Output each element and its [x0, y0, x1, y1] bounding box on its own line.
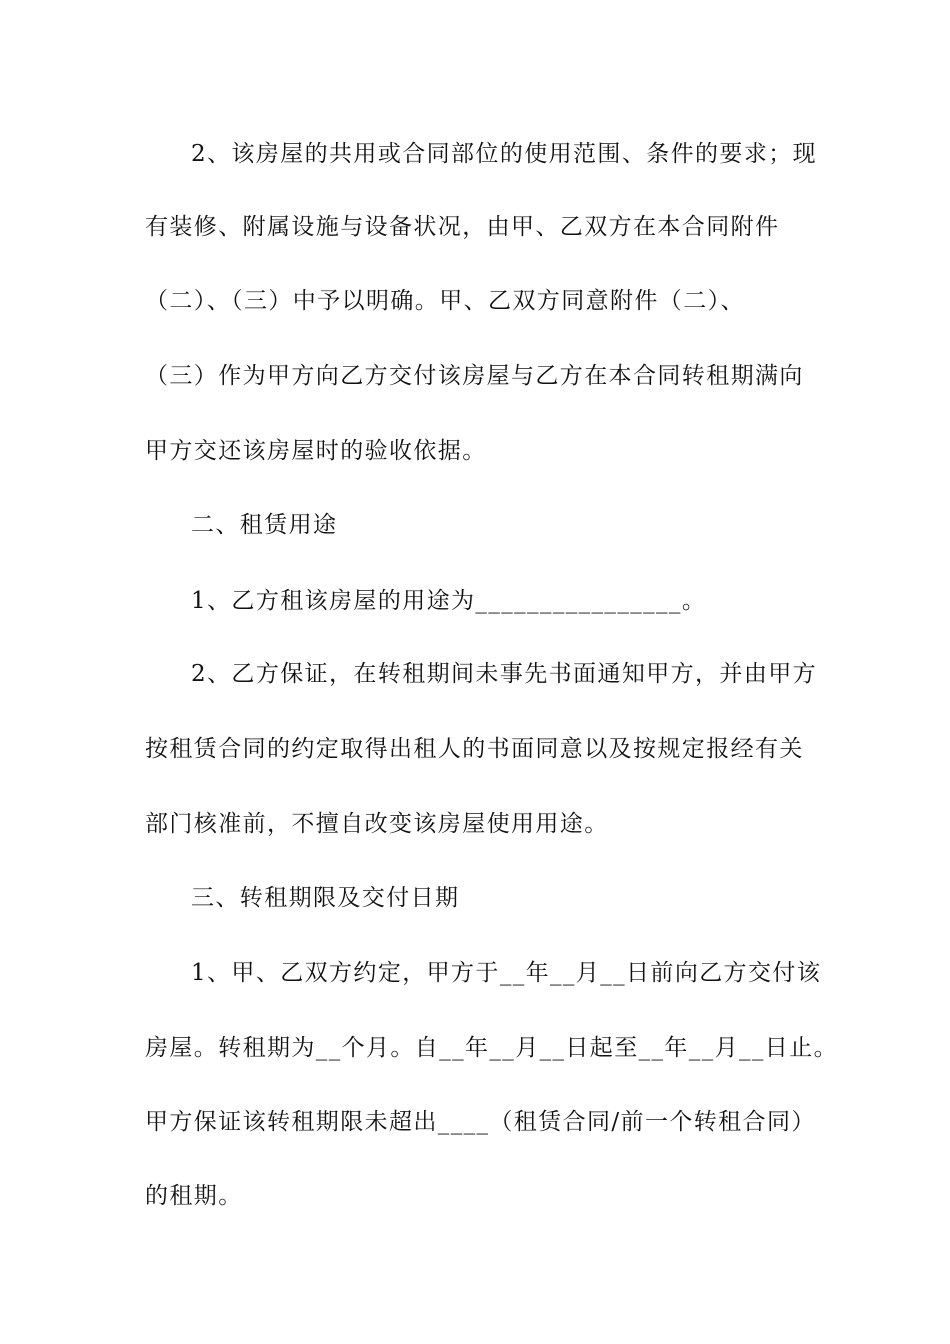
paragraph-line: 部门核准前，不擅自改变该房屋使用用途。	[145, 811, 609, 837]
paragraph-line: 的租期。	[145, 1183, 243, 1209]
section-heading: 二、租赁用途	[191, 512, 338, 538]
paragraph-line: 甲方交还该房屋时的验收依据。	[145, 438, 487, 464]
paragraph-line: （二）、（三）中予以明确。甲、乙双方同意附件（二）、	[145, 288, 745, 314]
section-heading: 三、转租期限及交付日期	[191, 885, 460, 911]
paragraph-line: 甲方保证该转租期限未超出____（租赁合同/前一个转租合同）	[145, 1109, 816, 1135]
paragraph-line: 房屋。转租期为__个月。自__年__月__日起至__年__月__日止。	[145, 1035, 838, 1061]
paragraph-line: 1、乙方租该房屋的用途为________________。	[191, 588, 707, 614]
paragraph-line: 按租赁合同的约定取得出租人的书面同意以及按规定报经有关	[145, 736, 804, 762]
paragraph-line: （三）作为甲方向乙方交付该房屋与乙方在本合同转租期满向	[145, 363, 804, 389]
paragraph-line: 2、乙方保证，在转租期间未事先书面通知甲方，并由甲方	[191, 661, 818, 687]
paragraph-line: 2、该房屋的共用或合同部位的使用范围、条件的要求；现	[191, 141, 818, 167]
paragraph-line: 有装修、附属设施与设备状况，由甲、乙双方在本合同附件	[145, 214, 780, 240]
paragraph-line: 1、甲、乙双方约定，甲方于__年__月__日前向乙方交付该	[191, 960, 822, 986]
